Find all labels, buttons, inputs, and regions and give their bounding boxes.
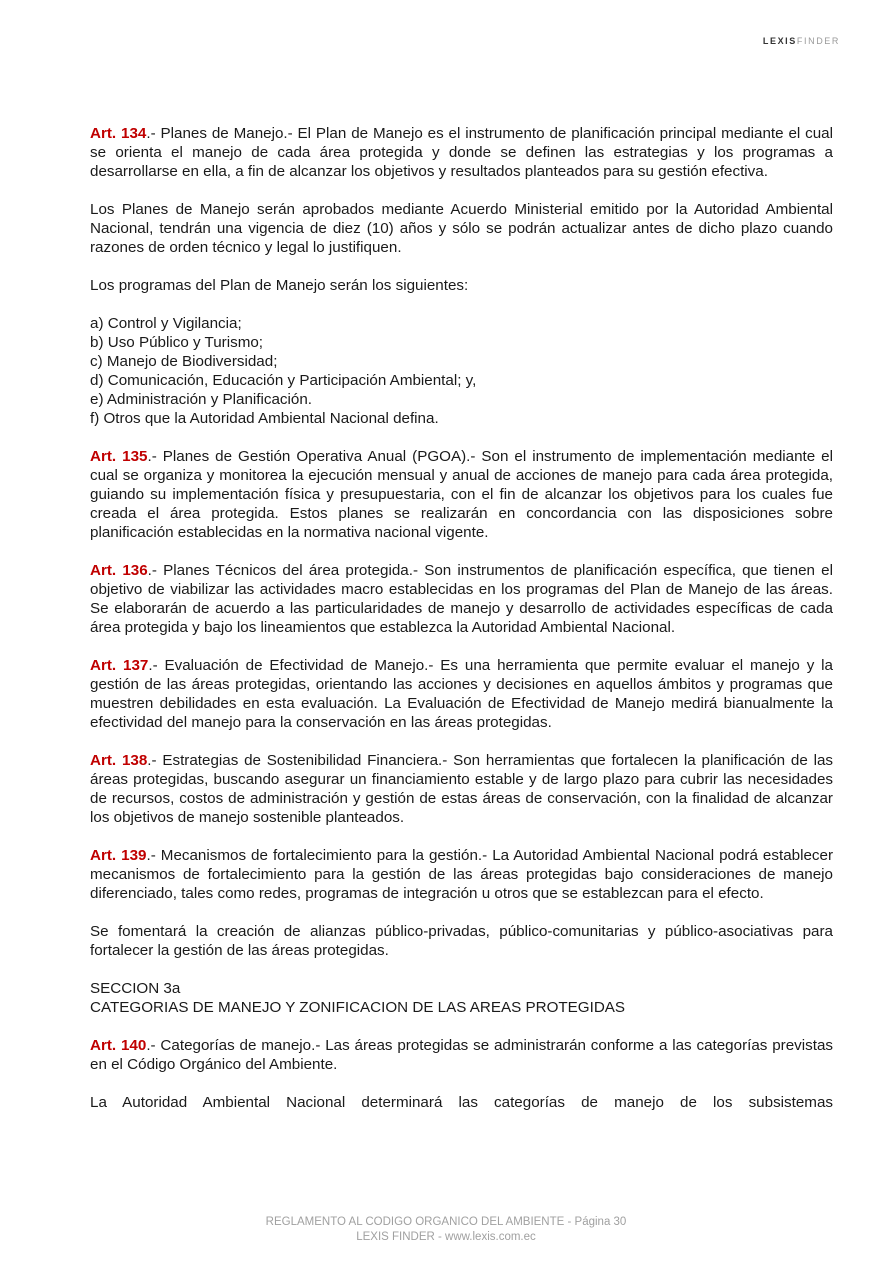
- programs-list: [90, 314, 833, 428]
- section-heading: [90, 979, 833, 1017]
- page-footer: [0, 1215, 892, 1245]
- section-number: SECCION 3a: [90, 980, 181, 997]
- section-title: CATEGORIAS DE MANEJO Y ZONIFICACION DE LAS AREAS PROTEGIDAS: [90, 999, 626, 1016]
- article-label: Art. 135: [90, 448, 148, 465]
- article-label: Art. 136: [90, 562, 148, 579]
- article-label: Art. 138: [90, 752, 148, 769]
- article-label: Art. 140: [90, 1037, 147, 1054]
- footer-source: LEXIS FINDER - www.lexis.com.ec: [356, 1231, 536, 1243]
- article-text: .- Evaluación de Efectividad de Manejo.- Es una herramienta que permite evaluar el manejo y la gestión de las áreas protegidas, orientando las acciones y decisiones en aquellos ámbitos y programas que muestren debilidades en esta evaluación. La Evaluación de Efectividad de Manejo medirá bianualmente la efectividad del manejo para la conservación en las áreas protegidas.: [90, 657, 833, 731]
- article-text: .- Mecanismos de fortalecimiento para la gestión.- La Autoridad Ambiental Nacional podrá establecer mecanismos de fortalecimiento para la gestión de las áreas protegidas bajo consideraciones de manejo diferenciado, tales como redes, programas de integración u otros que se establezcan para el efecto.: [90, 847, 834, 902]
- brand-logo-bold: LEXIS: [762, 36, 797, 46]
- paragraph: Los Planes de Manejo serán aprobados mediante Acuerdo Ministerial emitido por la Autoridad Ambiental Nacional, tendrán una vigencia de diez (10) años y sólo se podrán actualizar antes de dicho plazo cuando razones de orden técnico y legal lo justifiquen.: [90, 201, 833, 256]
- list-item: a) Control y Vigilancia;: [90, 315, 242, 332]
- article-text: .- Planes de Gestión Operativa Anual (PGOA).- Son el instrumento de implementación mediante el cual se organiza y monitorea la ejecución mensual y anual de acciones de manejo para cada área protegida, guiando su implementación física y presupuestaria, con el fin de alcanzar los objetivos para los cuales fue creada el área protegida. Estos planes se realizarán en concordancia con las disposiciones sobre planificación establecidas en la normativa nacional vigente.: [90, 448, 834, 541]
- paragraph: Se fomentará la creación de alianzas público-privadas, público-comunitarias y público-asociativas para fortalecer la gestión de las áreas protegidas.: [90, 923, 833, 959]
- list-item: f) Otros que la Autoridad Ambiental Nacional defina.: [90, 410, 439, 427]
- article-label: Art. 137: [90, 657, 149, 674]
- list-item: c) Manejo de Biodiversidad;: [90, 353, 278, 370]
- article-text: .- Planes Técnicos del área protegida.- Son instrumentos de planificación específica, que tienen el objetivo de viabilizar las actividades macro establecidas en los programas del Plan de Manejo de las áreas. Se elaborarán de acuerdo a las particularidades de manejo y desarrollo de actividades específicas de cada área protegida y bajo los lineamientos que establezca la Autoridad Ambiental Nacional.: [90, 562, 833, 636]
- article-label: Art. 134: [90, 125, 147, 142]
- list-item: e) Administración y Planificación.: [90, 391, 313, 408]
- article-text: .- Categorías de manejo.- Las áreas protegidas se administrarán conforme a las categorías previstas en el Código Orgánico del Ambiente.: [90, 1037, 833, 1073]
- article-135: [90, 447, 833, 542]
- article-text: .- Planes de Manejo.- El Plan de Manejo es el instrumento de planificación principal mediante el cual se orienta el manejo de cada área protegida y donde se definen las estrategias y los programas a desarrollarse en ella, a fin de alcanzar los objetivos y resultados planteados para su gestión efectiva.: [90, 125, 833, 180]
- footer-title: REGLAMENTO AL CODIGO ORGANICO DEL AMBIENTE - Página 30: [265, 1216, 627, 1228]
- list-item: d) Comunicación, Educación y Participación Ambiental; y,: [90, 372, 477, 389]
- brand-logo-light: FINDER: [796, 36, 840, 46]
- document-body: [90, 124, 833, 1131]
- paragraph: Los programas del Plan de Manejo serán los siguientes:: [90, 277, 469, 294]
- article-136: [90, 561, 833, 637]
- article-134: [90, 124, 833, 181]
- article-138: [90, 751, 833, 827]
- article-label: Art. 139: [90, 847, 147, 864]
- article-text: .- Estrategias de Sostenibilidad Financiera.- Son herramientas que fortalecen la planificación de las áreas protegidas, buscando asegurar un financiamiento estable y de largo plazo para cubrir las necesidades de recursos, costos de administración y gestión de estas áreas de conservación, con la finalidad de alcanzar los objetivos de manejo sostenible planteados.: [90, 752, 833, 826]
- article-139: [90, 846, 833, 903]
- brand-logo: [763, 36, 840, 46]
- list-item: b) Uso Público y Turismo;: [90, 334, 264, 351]
- paragraph: La Autoridad Ambiental Nacional determinará las categorías de manejo de los subsistemas: [90, 1094, 833, 1111]
- article-137: [90, 656, 833, 732]
- article-140: [90, 1036, 833, 1074]
